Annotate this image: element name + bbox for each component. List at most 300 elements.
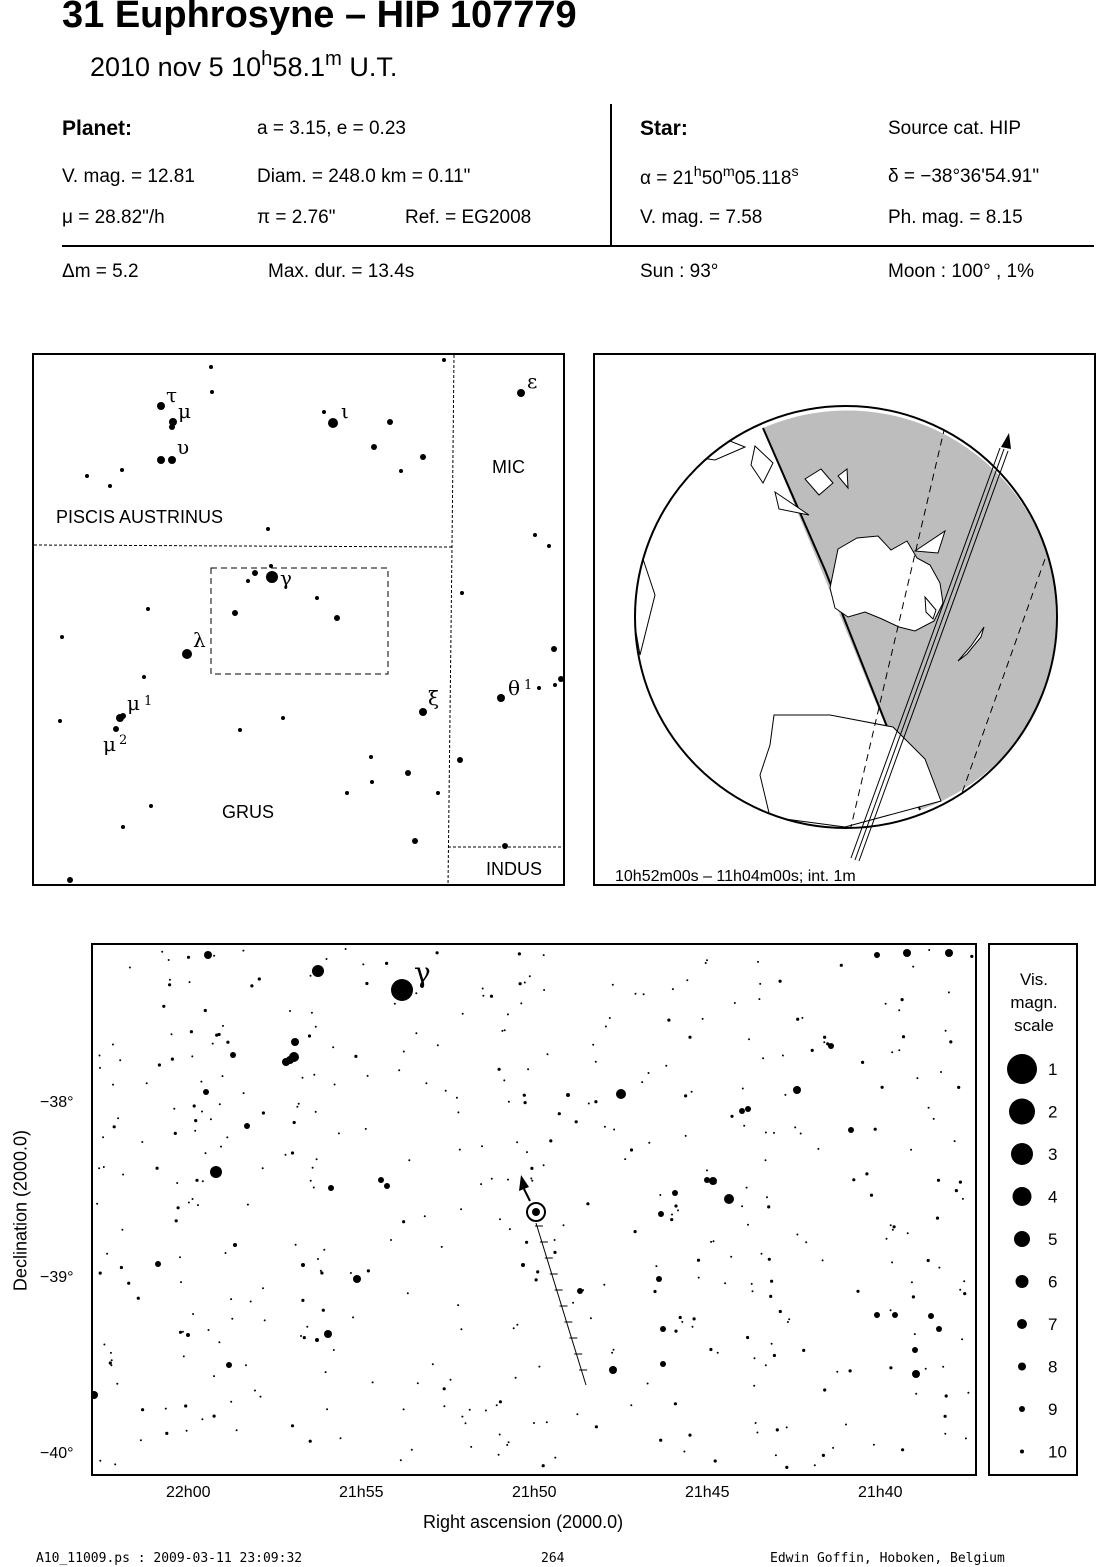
faint-star [99, 1272, 102, 1275]
faint-star [754, 1357, 756, 1359]
faint-star [186, 1430, 188, 1432]
faint-star [611, 1352, 613, 1354]
finder-star [85, 474, 89, 478]
faint-star [752, 1290, 754, 1292]
faint-star [192, 1313, 194, 1315]
finder-star [457, 757, 463, 763]
faint-star [245, 1364, 247, 1366]
faint-star [102, 1136, 104, 1138]
chart-star [660, 1361, 666, 1367]
faint-star [659, 1194, 661, 1196]
mag-scale-dot [1011, 1143, 1033, 1165]
chart-star [378, 1177, 384, 1183]
chart-star [912, 1370, 920, 1378]
faint-star [334, 1084, 336, 1086]
faint-star [156, 1167, 159, 1170]
faint-star [761, 1253, 763, 1255]
chart-star [204, 951, 212, 959]
mag-scale-label: 7 [1048, 1315, 1058, 1334]
faint-star [948, 991, 950, 993]
faint-star [352, 1316, 354, 1318]
globe-panel [593, 353, 1096, 886]
faint-star [192, 1198, 194, 1200]
finder-star [442, 358, 446, 362]
faint-star [168, 983, 171, 986]
label-mu2-sub: 2 [119, 733, 128, 748]
faint-star [549, 1139, 552, 1142]
label-mu1-sub: 1 [144, 694, 153, 709]
faint-star [706, 959, 708, 961]
faint-star [411, 988, 413, 990]
finder-star [533, 533, 537, 537]
faint-star [482, 995, 484, 997]
footer-file: A10_11009.ps : 2009-03-11 23:09:32 [36, 1551, 303, 1566]
faint-star [183, 1355, 185, 1357]
faint-star [195, 1179, 198, 1182]
faint-star [697, 1259, 700, 1262]
faint-star [771, 1343, 773, 1345]
chart-star [928, 1313, 934, 1319]
chart-star [658, 1211, 664, 1217]
faint-star [498, 1454, 500, 1456]
faint-star [169, 979, 171, 981]
faint-star [914, 1333, 916, 1335]
faint-star [692, 1326, 694, 1328]
faint-star [963, 1280, 965, 1282]
faint-star [594, 1100, 597, 1103]
faint-star [954, 1140, 956, 1142]
faint-star [161, 951, 163, 953]
faint-star [506, 1444, 508, 1446]
faint-star [965, 1437, 967, 1439]
asteroid-track [519, 1175, 587, 1385]
faint-star [768, 1258, 771, 1261]
faint-star [635, 993, 637, 995]
faint-star [326, 1408, 328, 1410]
faint-star [874, 1128, 877, 1131]
faint-star [400, 1459, 402, 1461]
faint-star [911, 1281, 913, 1283]
faint-star [902, 1035, 905, 1038]
star-ra-hours: α = 21 [640, 167, 694, 189]
finder-star [553, 683, 557, 687]
y-tick-39: −39° [40, 1269, 74, 1286]
chart-star [609, 1366, 617, 1374]
faint-star [734, 1002, 736, 1004]
finder-star [108, 484, 112, 488]
event-date: 2010 nov 5 10 [90, 52, 262, 83]
faint-star [325, 1371, 327, 1373]
chart-star [315, 1338, 319, 1342]
faint-star [885, 1003, 887, 1005]
faint-star [782, 1055, 784, 1057]
faint-star [323, 1249, 325, 1251]
faint-star [890, 1309, 892, 1311]
chart-star [186, 1333, 190, 1337]
faint-star [709, 1348, 712, 1351]
faint-star [443, 1405, 445, 1407]
faint-star [688, 1036, 691, 1039]
finder-star [322, 410, 326, 414]
finder-star [58, 719, 62, 723]
faint-star [345, 948, 347, 950]
faint-star [201, 1418, 203, 1420]
faint-star [907, 1232, 909, 1234]
event-minutes: 58.1 [272, 52, 325, 83]
header-rule [62, 245, 1094, 247]
faint-star [702, 1018, 704, 1020]
faint-star [933, 1118, 935, 1120]
finder-star [547, 544, 551, 548]
mag-scale-items [1007, 1054, 1067, 1462]
faint-star [443, 1387, 446, 1390]
faint-star [961, 1338, 963, 1340]
faint-star [332, 1046, 334, 1048]
faint-star [937, 1179, 940, 1182]
faint-star [254, 1390, 256, 1392]
faint-star [940, 1071, 942, 1073]
faint-star [683, 1451, 685, 1453]
chart-star [745, 1106, 751, 1112]
chart-star [226, 1362, 232, 1368]
finder-star [399, 469, 403, 473]
faint-star [672, 988, 674, 990]
faint-star [891, 1051, 893, 1053]
star-ra [640, 164, 799, 190]
faint-star [187, 956, 190, 959]
faint-star [230, 1401, 232, 1403]
finder-svg [34, 355, 565, 886]
path-direction-arrow [1001, 433, 1011, 449]
faint-star [531, 1180, 533, 1182]
motion-arrow [519, 1175, 529, 1191]
chart-star [291, 1038, 299, 1046]
faint-star [717, 1352, 719, 1354]
magnitude-scale [988, 943, 1078, 1476]
label-mu2: μ [103, 732, 116, 756]
finder-star [146, 607, 150, 611]
faint-star [765, 1159, 767, 1161]
faint-star [367, 1075, 369, 1077]
finder-star [345, 791, 349, 795]
faint-star [677, 1209, 679, 1211]
finder-stars [58, 358, 564, 883]
faint-star [202, 1180, 204, 1182]
faint-star [302, 1077, 304, 1079]
faint-star [372, 1381, 374, 1383]
faint-star [746, 1187, 748, 1189]
finder-labels [56, 457, 542, 879]
faint-star [753, 1385, 755, 1387]
y-tick-40: −40° [40, 1445, 74, 1462]
constellation-boundaries [34, 355, 565, 886]
faint-star [311, 1012, 313, 1014]
faint-star [296, 1106, 298, 1108]
finder-star [405, 770, 411, 776]
label-mic: MIC [492, 457, 525, 477]
label-upsilon: υ [177, 435, 190, 459]
faint-star [177, 1206, 180, 1209]
faint-star [250, 1301, 252, 1303]
faint-star [310, 975, 312, 977]
faint-star [742, 1088, 744, 1090]
chart-star [616, 1089, 626, 1099]
chart-star [656, 1276, 662, 1282]
faint-star [482, 988, 484, 990]
faint-star [845, 1424, 847, 1426]
chart-star [282, 1058, 290, 1066]
faint-star [461, 1416, 463, 1418]
faint-star [103, 1166, 105, 1168]
faint-star [572, 1302, 574, 1304]
faint-star [204, 1009, 207, 1012]
label-iota: ι [341, 399, 349, 423]
faint-star [250, 984, 253, 987]
chart-star [93, 1391, 98, 1399]
faint-star [507, 1179, 509, 1181]
mag-scale-label: 8 [1048, 1357, 1058, 1377]
faint-star [496, 1404, 498, 1406]
faint-star [110, 1352, 112, 1354]
faint-star [313, 1074, 315, 1076]
faint-star [915, 1393, 917, 1395]
minute-unit: m [324, 48, 342, 70]
faint-star [208, 1329, 210, 1331]
faint-star [176, 1182, 178, 1184]
faint-star [367, 1269, 370, 1272]
faint-star [787, 1321, 789, 1323]
faint-star [881, 1086, 884, 1089]
chart-star [945, 949, 953, 957]
faint-star [385, 962, 388, 965]
boundary-mic [448, 355, 454, 886]
faint-star [190, 1030, 193, 1033]
faint-star [865, 1172, 868, 1175]
faint-star [509, 1228, 511, 1230]
planet-heading: Planet: [62, 117, 133, 140]
faint-star [592, 1044, 594, 1046]
x-tick-2155: 21h55 [339, 1484, 384, 1501]
faint-star [655, 1265, 657, 1267]
chart-star [312, 965, 324, 977]
faint-star [674, 1402, 677, 1405]
mag-scale-title [1010, 970, 1057, 1035]
faint-star [796, 1018, 799, 1021]
faint-star [137, 1297, 140, 1300]
finder-star [149, 804, 153, 808]
faint-star [785, 1466, 788, 1469]
faint-star [582, 1289, 584, 1291]
faint-star [295, 1244, 297, 1246]
chart-star [391, 979, 413, 1001]
faint-star [96, 1203, 98, 1205]
faint-star [527, 1068, 529, 1070]
faint-star [262, 1111, 265, 1114]
faint-star [713, 1240, 715, 1242]
faint-star [99, 1067, 101, 1069]
faint-star [226, 1136, 228, 1138]
faint-star [415, 1032, 417, 1034]
faint-star [122, 1174, 124, 1176]
faint-star [530, 1178, 532, 1180]
mag-title-line2: magn. [1010, 993, 1058, 1012]
faint-star [188, 1202, 190, 1204]
faint-star [242, 950, 244, 952]
faint-star [563, 1224, 565, 1226]
faint-star [936, 1217, 939, 1220]
faint-star [901, 998, 904, 1001]
faint-star [912, 966, 914, 968]
faint-star [938, 1267, 940, 1269]
faint-star [179, 1256, 181, 1258]
faint-star [822, 1259, 824, 1261]
faint-star [893, 1225, 896, 1228]
faint-star [715, 1182, 717, 1184]
faint-star [326, 958, 328, 960]
faint-star [398, 1069, 400, 1071]
finder-star [157, 456, 165, 464]
chart-star [892, 1312, 898, 1318]
x-axis-label: Right ascension (2000.0) [423, 1512, 624, 1532]
mag-scale-dot [1014, 1231, 1030, 1247]
faint-star [193, 1104, 196, 1107]
mag-scale-label: 2 [1048, 1102, 1058, 1122]
faint-star [766, 1196, 768, 1198]
chart-star [210, 1166, 222, 1178]
faint-star [647, 1383, 649, 1385]
x-tick-2145: 21h45 [685, 1484, 730, 1501]
faint-star [222, 1025, 224, 1027]
faint-star [535, 1278, 538, 1281]
faint-star [970, 955, 973, 958]
faint-star [407, 1292, 409, 1294]
faint-star [408, 1159, 410, 1161]
sun-elongation: Sun : 93° [640, 261, 719, 282]
faint-star [171, 1033, 173, 1035]
mag-scale-dot [1019, 1406, 1025, 1412]
finder-star [334, 615, 340, 621]
faint-star [852, 1178, 855, 1181]
chart-star [739, 1108, 745, 1114]
faint-star [184, 1404, 187, 1407]
faint-star [220, 1146, 222, 1148]
faint-star [554, 1457, 556, 1459]
chart-star [848, 1127, 854, 1133]
finder-star [266, 527, 270, 531]
faint-star [262, 1167, 264, 1169]
faint-star [665, 1065, 667, 1067]
delta-magnitude: Δm = 5.2 [62, 261, 139, 282]
faint-star [436, 951, 439, 954]
chart-star [724, 1194, 734, 1204]
faint-star [543, 989, 545, 991]
finder-star [328, 418, 338, 428]
faint-star [684, 1094, 687, 1097]
faint-star [741, 1205, 743, 1207]
faint-star [445, 1090, 447, 1092]
faint-star [757, 961, 759, 963]
faint-star [892, 1229, 894, 1231]
mag-scale-label: 5 [1048, 1230, 1058, 1249]
detail-chart [91, 943, 977, 1476]
faint-star [519, 982, 522, 985]
faint-star [322, 1309, 325, 1312]
faint-star [158, 1063, 161, 1066]
faint-star [171, 1058, 174, 1061]
chart-star [660, 1326, 666, 1332]
faint-star [770, 1280, 773, 1283]
faint-star [558, 1112, 561, 1115]
faint-star [776, 1428, 779, 1431]
faint-star [117, 1117, 119, 1119]
label-tau: τ [166, 383, 178, 407]
faint-star [659, 1439, 662, 1442]
faint-star [291, 1424, 294, 1427]
faint-star [394, 1003, 396, 1005]
faint-star [832, 1447, 834, 1449]
faint-star [624, 1158, 626, 1160]
faint-star [595, 1425, 598, 1428]
x-tick-2140: 21h40 [858, 1484, 903, 1501]
faint-star [310, 1180, 312, 1182]
faint-star [538, 1366, 540, 1368]
faint-star [822, 1454, 825, 1457]
faint-star [525, 1241, 528, 1244]
faint-star [247, 1204, 249, 1206]
faint-star [861, 1061, 864, 1064]
faint-star [469, 1409, 471, 1411]
finder-star [210, 390, 214, 394]
finder-star [168, 456, 176, 464]
faint-star [417, 1382, 419, 1384]
faint-star [459, 1149, 461, 1151]
finder-star [142, 675, 146, 679]
planet-parallax: π = 2.76" [257, 207, 336, 228]
faint-star [491, 1178, 493, 1180]
chart-star [793, 1086, 801, 1094]
faint-star [210, 1118, 212, 1120]
faint-star [758, 998, 760, 1000]
faint-star [963, 1292, 966, 1295]
mag-scale-dot [1013, 1187, 1032, 1206]
faint-star [773, 1354, 776, 1357]
faint-star [313, 1187, 315, 1189]
faint-star [944, 1433, 946, 1435]
finder-star [169, 424, 175, 430]
faint-star [333, 1349, 335, 1351]
faint-star [779, 980, 782, 983]
faint-star [415, 992, 417, 994]
chart-star [874, 952, 880, 958]
faint-star [515, 1377, 517, 1379]
chart-star [203, 1089, 209, 1095]
faint-star [756, 1432, 758, 1434]
faint-star [127, 1282, 130, 1285]
faint-star [898, 1049, 900, 1051]
faint-star [121, 1229, 123, 1231]
x-tick-2200: 22h00 [166, 1484, 211, 1501]
faint-star [120, 1266, 123, 1269]
globe-time-caption: 10h52m00s – 11h04m00s; int. 1m [615, 868, 856, 885]
faint-star [891, 1261, 893, 1263]
faint-star [962, 1198, 964, 1200]
faint-star [706, 1169, 708, 1171]
label-theta1: θ [508, 676, 521, 700]
mag-scale-label: 4 [1048, 1187, 1058, 1207]
faint-star [529, 975, 531, 977]
faint-star [890, 1224, 892, 1226]
faint-star [129, 967, 131, 969]
